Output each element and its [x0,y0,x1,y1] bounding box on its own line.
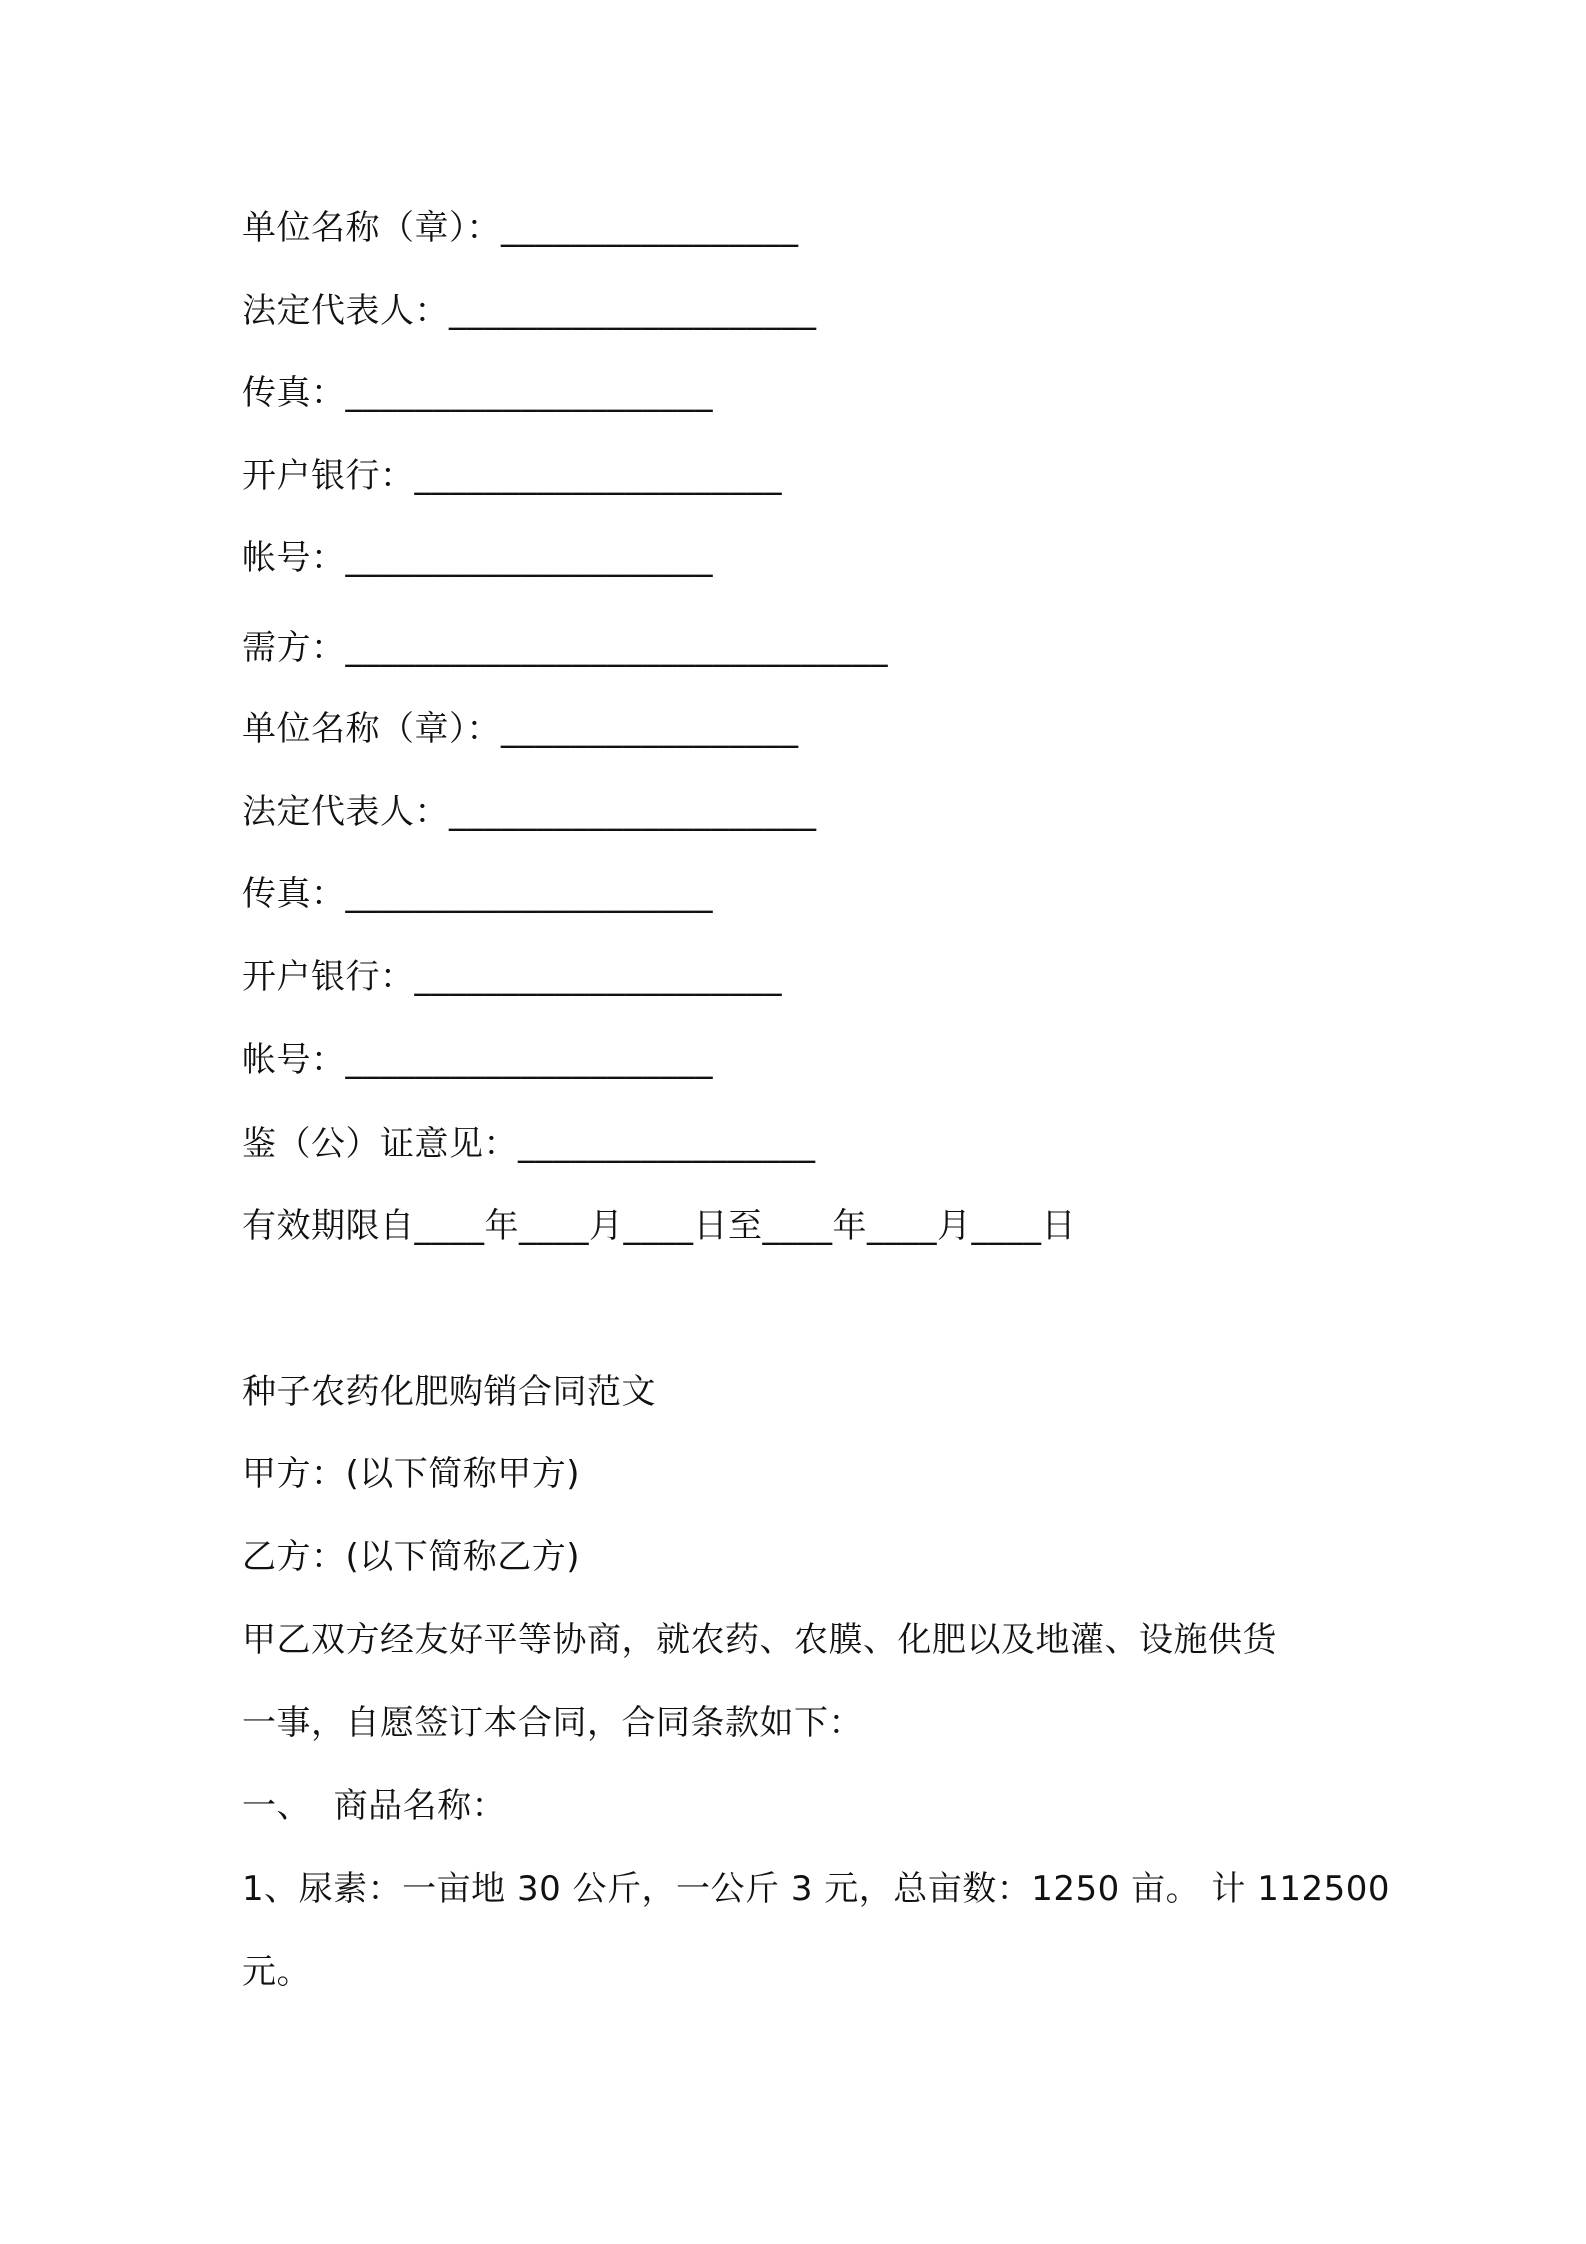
supplier-legal-rep-field: 法定代表人：_____________________ [242,291,817,331]
buyer-account-field: 帐号：_____________________ [242,1040,713,1080]
contract-title: 种子农药化肥购销合同范文 [242,1372,656,1412]
section-1-heading: 一、 商品名称： [242,1786,507,1826]
validity-period-field: 有效期限自____年____月____日至____年____月____日 [242,1206,1076,1246]
buyer-bank-field: 开户银行：_____________________ [242,957,782,997]
item-1-line-1: 1、尿素：一亩地 30 公斤，一公斤 3 元，总亩数：1250 亩。 计 112500 [242,1869,1390,1909]
party-a-line: 甲方：(以下简称甲方) [242,1454,581,1494]
item-1-line-2: 元。 [242,1952,311,1992]
buyer-title-field: 需方：_______________________________ [242,628,888,668]
buyer-legal-rep-field: 法定代表人：_____________________ [242,792,817,832]
supplier-bank-field: 开户银行：_____________________ [242,456,782,496]
supplier-unit-name-field: 单位名称（章）：_________________ [242,208,799,248]
buyer-fax-field: 传真：_____________________ [242,874,713,914]
party-b-line: 乙方：(以下简称乙方) [242,1537,581,1577]
intro-paragraph-line-2: 一事，自愿签订本合同，合同条款如下： [242,1703,863,1743]
notary-opinion-field: 鉴（公）证意见：_________________ [242,1124,816,1164]
supplier-account-field: 帐号：_____________________ [242,538,713,578]
supplier-fax-field: 传真：_____________________ [242,373,713,413]
intro-paragraph-line-1: 甲乙双方经友好平等协商，就农药、农膜、化肥以及地灌、设施供货 [242,1620,1277,1660]
buyer-unit-name-field: 单位名称（章）：_________________ [242,709,799,749]
